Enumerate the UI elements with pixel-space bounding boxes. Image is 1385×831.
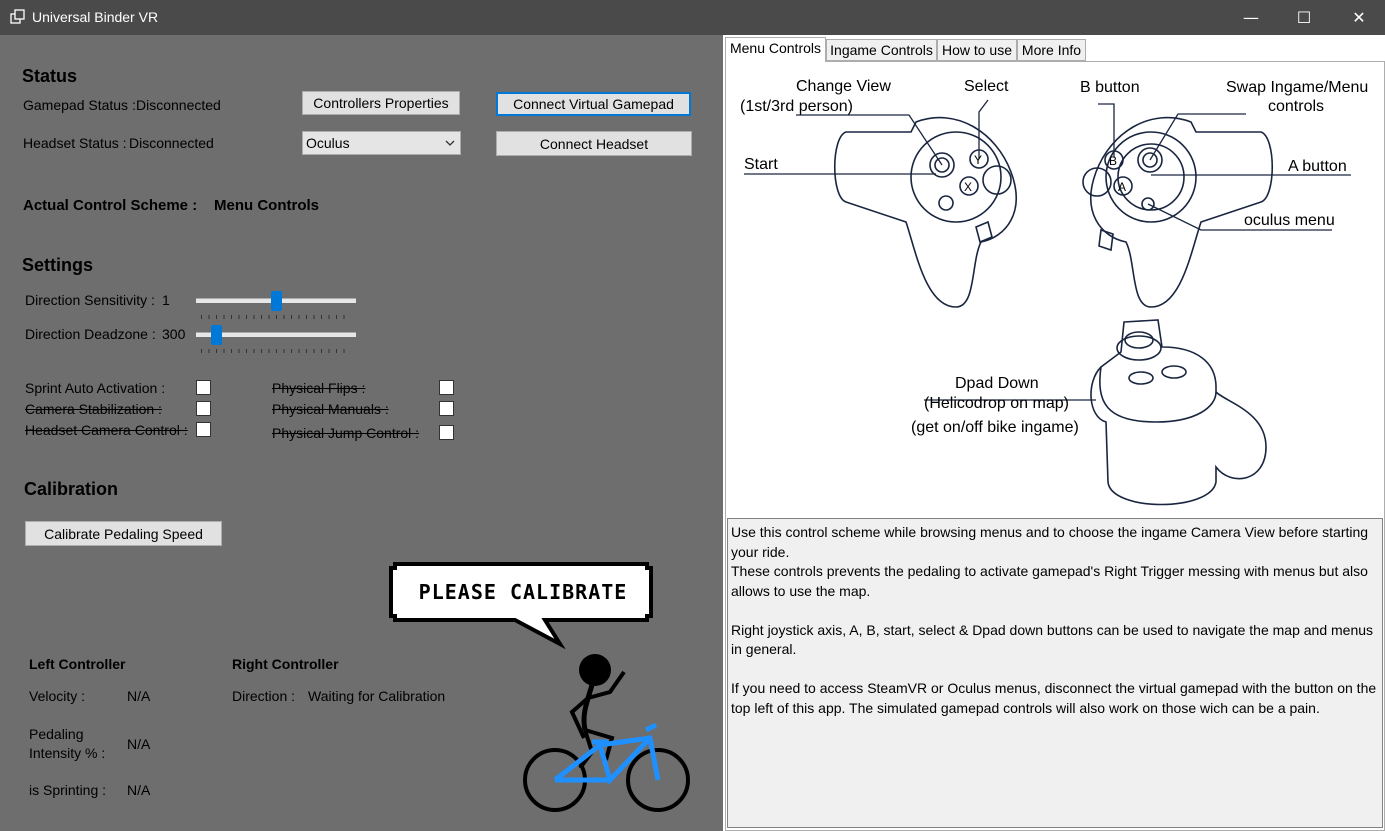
x-button-glyph: X — [964, 180, 973, 194]
slider-ticks — [201, 315, 351, 319]
description-paragraph: Use this control scheme while browsing menus and to choose the ingame Camera View before starting your ride. These controls prevents the pedaling to activate gamepad's Right Trigger messing with menus but also allows to use the map. — [731, 524, 1369, 599]
right-controller-heading: Right Controller — [232, 656, 339, 672]
headset-type-value: Oculus — [306, 135, 350, 151]
physical-manuals-checkbox[interactable] — [439, 401, 454, 416]
direction-deadzone-label: Direction Deadzone : — [25, 326, 156, 342]
tab-ingame-controls[interactable]: Ingame Controls — [826, 39, 937, 61]
y-button-glyph: Y — [974, 153, 983, 167]
side-touch-controller-icon — [1091, 320, 1266, 505]
control-scheme-label: Actual Control Scheme : — [23, 197, 198, 214]
a-button-glyph: A — [1118, 180, 1127, 194]
b-button-glyph: B — [1109, 154, 1118, 168]
select-label: Select — [964, 78, 1009, 95]
settings-heading: Settings — [22, 255, 94, 275]
start-label: Start — [744, 156, 778, 173]
camera-stabilization-checkbox[interactable] — [196, 401, 211, 416]
speech-bubble-text: PLEASE CALIBRATE — [418, 580, 628, 604]
sprint-auto-activation-checkbox[interactable] — [196, 380, 211, 395]
title-bar[interactable] — [0, 0, 1385, 35]
slider-ticks — [201, 349, 351, 353]
callout-lines — [744, 100, 1351, 400]
headset-camera-control-checkbox[interactable] — [196, 422, 211, 437]
calibration-heading: Calibration — [24, 479, 119, 499]
gamepad-status-label: Gamepad Status : — [23, 97, 136, 113]
dpad-down-label-line1: Dpad Down — [955, 375, 1039, 392]
direction-sensitivity-value: 1 — [162, 292, 170, 308]
description-text — [727, 518, 1383, 828]
headset-type-select[interactable] — [302, 131, 461, 155]
minimize-button[interactable]: — — [1243, 8, 1259, 27]
close-button[interactable]: ✕ — [1352, 8, 1366, 27]
connect-virtual-gamepad-button[interactable]: Connect Virtual Gamepad — [496, 92, 691, 116]
controllers-properties-button[interactable]: Controllers Properties — [302, 91, 460, 115]
pedaling-intensity-label-line2: Intensity % : — [29, 745, 106, 761]
physical-flips-checkbox[interactable] — [439, 380, 454, 395]
left-controller-heading: Left Controller — [29, 656, 126, 672]
a-button-label: A button — [1288, 158, 1347, 175]
change-view-label-line1: Change View — [796, 78, 891, 95]
pedaling-intensity-value: N/A — [127, 736, 151, 752]
window-title: Universal Binder VR — [32, 9, 159, 25]
is-sprinting-value: N/A — [127, 782, 151, 798]
physical-jump-control-checkbox[interactable] — [439, 425, 454, 440]
physical-manuals-label: Physical Manuals : — [272, 401, 389, 417]
tab-how-to-use[interactable]: How to use — [937, 39, 1017, 61]
app-icon — [10, 9, 26, 25]
speech-bubble — [385, 560, 665, 650]
maximize-button[interactable]: ☐ — [1296, 8, 1312, 27]
headset-camera-control-label: Headset Camera Control : — [25, 422, 188, 438]
stick-figure-bike-icon — [520, 650, 700, 820]
headset-status-value: Disconnected — [129, 135, 214, 151]
gamepad-status-value: Disconnected — [136, 97, 221, 113]
chevron-down-icon — [445, 140, 455, 147]
change-view-label-line2: (1st/3rd person) — [740, 98, 853, 115]
direction-label: Direction : — [232, 688, 296, 704]
camera-stabilization-label: Camera Stabilization : — [25, 401, 162, 417]
left-touch-controller-icon — [835, 118, 1016, 307]
is-sprinting-label: is Sprinting : — [29, 782, 107, 798]
b-button-label: B button — [1080, 79, 1140, 96]
controller-diagram — [726, 62, 1384, 514]
direction-value: Waiting for Calibration — [308, 688, 446, 704]
direction-deadzone-slider[interactable] — [196, 324, 356, 354]
oculus-menu-label: oculus menu — [1244, 212, 1335, 229]
direction-sensitivity-slider[interactable] — [196, 290, 356, 320]
pedaling-intensity-label-line1: Pedaling — [29, 726, 84, 742]
slider-thumb[interactable] — [211, 325, 222, 345]
connect-headset-button[interactable]: Connect Headset — [496, 131, 692, 156]
description-paragraph: If you need to access SteamVR or Oculus menus, disconnect the virtual gamepad with the button on the top left of this app. The simulated gamepad controls will also work on those wich can be a pain. — [731, 680, 1377, 716]
dpad-down-label-line3: (get on/off bike ingame) — [911, 419, 1079, 436]
tab-more-info[interactable]: More Info — [1017, 39, 1086, 61]
tab-menu-controls[interactable]: Menu Controls — [725, 37, 826, 62]
velocity-value: N/A — [127, 688, 151, 704]
headset-status-label: Headset Status : — [23, 135, 127, 151]
direction-sensitivity-label: Direction Sensitivity : — [25, 292, 155, 308]
description-paragraph: Right joystick axis, A, B, start, select & Dpad down buttons can be used to navigate the map and menus in general. — [731, 621, 1374, 657]
dpad-down-label-line2: (Helicodrop on map) — [924, 395, 1069, 412]
swap-controls-label-line2: controls — [1268, 98, 1325, 115]
control-scheme-value: Menu Controls — [214, 197, 319, 214]
calibrate-pedaling-speed-button[interactable]: Calibrate Pedaling Speed — [25, 521, 222, 546]
physical-flips-label: Physical Flips : — [272, 380, 366, 396]
status-heading: Status — [22, 66, 78, 86]
physical-jump-control-label: Physical Jump Control : — [272, 425, 420, 441]
direction-deadzone-value: 300 — [162, 326, 186, 342]
slider-thumb[interactable] — [271, 291, 282, 311]
swap-controls-label-line1: Swap Ingame/Menu — [1226, 79, 1369, 96]
velocity-label: Velocity : — [29, 688, 86, 704]
sprint-auto-activation-label: Sprint Auto Activation : — [25, 380, 166, 396]
